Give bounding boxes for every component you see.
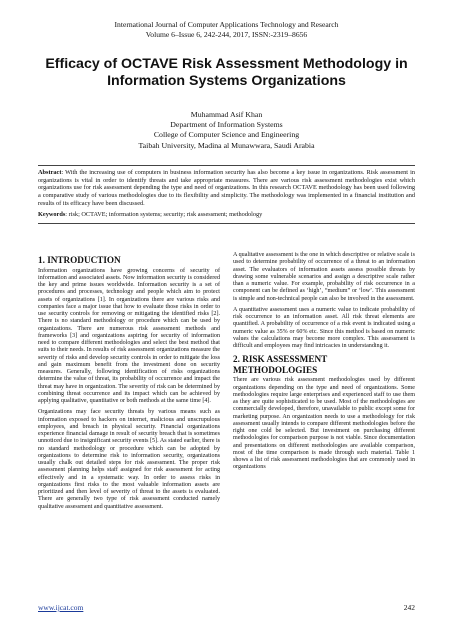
body-columns — [38, 252, 415, 597]
keywords-text: : risk; OCTAVE; information systems; security; risk assessment; methodology — [65, 210, 263, 218]
abstract-label: Abstract — [38, 168, 62, 176]
author-name: Muhammad Asif Khan — [190, 110, 263, 119]
section-2-paragraph-1: There are various risk assessment methodologies used by different organizations depending on the type and need of organizations. Some methodologies require large enterprises and experienced staff to use them as they are quite sophisticated to be used. Most of the methodologies are commercially developed, therefore, unavailable to public except some for marketing purpose. An organization needs to use a methodology for risk assessment usually intends to compare different methodologies before the right one cold be selected. But investment on purchasing different methodologies for comparison purpose is not viable. Since documentation and presentations on different methodologies are available comparison, most of the time comparison is made through such material. Table 1 shows a list of risk assessment methodologies that are commonly used in organizations — [233, 377, 415, 471]
abstract-top-rule — [38, 165, 415, 166]
section-2-heading-line1: 2. RISK ASSESSMENT — [233, 354, 328, 365]
journal-name: International Journal of Computer Applications Technology and Research — [114, 20, 339, 29]
abstract-text: : With the increasing use of computers in business information security has also become a key issue in organizations. Risk assessment in organizations is vital in order to identify threats and take appropriate measures. There are various risk assessment methodologies exist which organizations use for risk assessment depending the type and need of organizations. In this research OCTAVE methodology has been used following a comparative study of various methodologies due to its flexibility and simplicity. The methodology was implemented in a financial institution and results of its efficacy have been discussed. — [38, 168, 415, 207]
left-column — [38, 252, 220, 515]
section-1-paragraph-1: Information organizations have growing concerns of security of information and associated assets. Now information security is considered the key and prime issues worldwide. Information security is a set of procedures and processes, technology and people which aim to protect assets of organizations [1]. In organizations there are various risks and companies face a major issue that how to evaluate those risks in order to use security controls for removing or mitigating the identified risks [2]. There is no standard methodology or procedure which can be used by organizations. There are numerous risk assessment methods and frameworks [3] and organizations aspiring for security of information need to compare different methodologies and select the best method that suits to their needs. In results of risk assessment organizations measure the severity of risks and develop security controls in order to mitigate the loss and gain maximum benefit from the investment done on security measures. Generally, following identification of risks organizations determine the value of threat, its probability of occurrence and impact the threat may have in organization. The severity of risk can be determined by combining threat occurrence and its impact which can be achieved by applying qualitative, quantitative or both methods at the same time [4]. — [38, 267, 220, 404]
journal-volume: Volume 6–Issue 6, 242-244, 2017, ISSN:-2319–8656 — [145, 30, 308, 39]
keywords-label: Keywords — [38, 210, 66, 218]
section-2-heading-line2: METHODOLOGIES — [233, 364, 318, 375]
abstract — [38, 169, 415, 208]
section-1-paragraph-3: A qualitative assessment is the one in which descriptive or relative scale is used to determine probability of occurrence of a threat to an information asset. The evaluators of information assets assess possible threats by drawing some vulnerable scenarios and assign a descriptive scale rather than a numeric value. For example, probability of risk occurrence in a component can be defined as ‘high’, “medium” or ‘low’. This assessment is simple and non-technical people can also be involved in the assessment. — [233, 252, 415, 302]
author-block — [38, 110, 415, 151]
paper-title-line2: Information Systems Organizations — [107, 73, 346, 89]
author-college: College of Computer Science and Engineering — [153, 130, 300, 140]
footer-website-link[interactable]: www.ijcat.com — [38, 603, 84, 612]
section-1-heading: 1. INTRODUCTION — [38, 255, 121, 265]
section-1-paragraph-2: Organizations may face security threats by various means such as information exposed to hackers on internet, malicious and unscrupulous employees, and breach in physical security. Financial organizations experience financial damage in result of security breach that is sometimes unnoticed due to insignificant security events [5]. As stated earlier, there is no standard methodology or procedure which can be adopted by organizations to determine risk to information security, organizations usually chalk out detailed steps for risk assessment. The proper risk assessment planning helps staff assigned for risk assessment for acting effectively and in a systematic way. In order to assess risks in organizations first risks to the most valuable information assets are prioritized and then level of severity of threat to the assets is evaluated. There are generally two type of risk assessment conducted namely qualitative assessment and quantitative assessment. — [38, 409, 221, 510]
paper-title-line1: Efficacy of OCTAVE Risk Assessment Methodology in — [45, 56, 408, 72]
section-2-heading — [233, 354, 415, 375]
author-department: Department of Information Systems — [170, 120, 283, 130]
right-column — [233, 252, 415, 476]
author-university: Taibah University, Madina al Munawwara, Saudi Arabia — [138, 140, 315, 150]
section-1-paragraph-4: A quantitative assessment uses a numeric value to indicate probability of risk occurrence to an information asset. All risk threat elements are quantified. A probability of occurrence of a risk event is indicated using a numeric value as 35% or 60% etc. Since this method is based on numeric values the calculations may become more complex. This assessment is difficult and employees may find intricacies in understanding it. — [233, 306, 415, 349]
paper-title — [38, 56, 415, 90]
keywords — [38, 211, 415, 224]
footer-page-number: 242 — [403, 603, 415, 612]
journal-header — [38, 20, 415, 40]
